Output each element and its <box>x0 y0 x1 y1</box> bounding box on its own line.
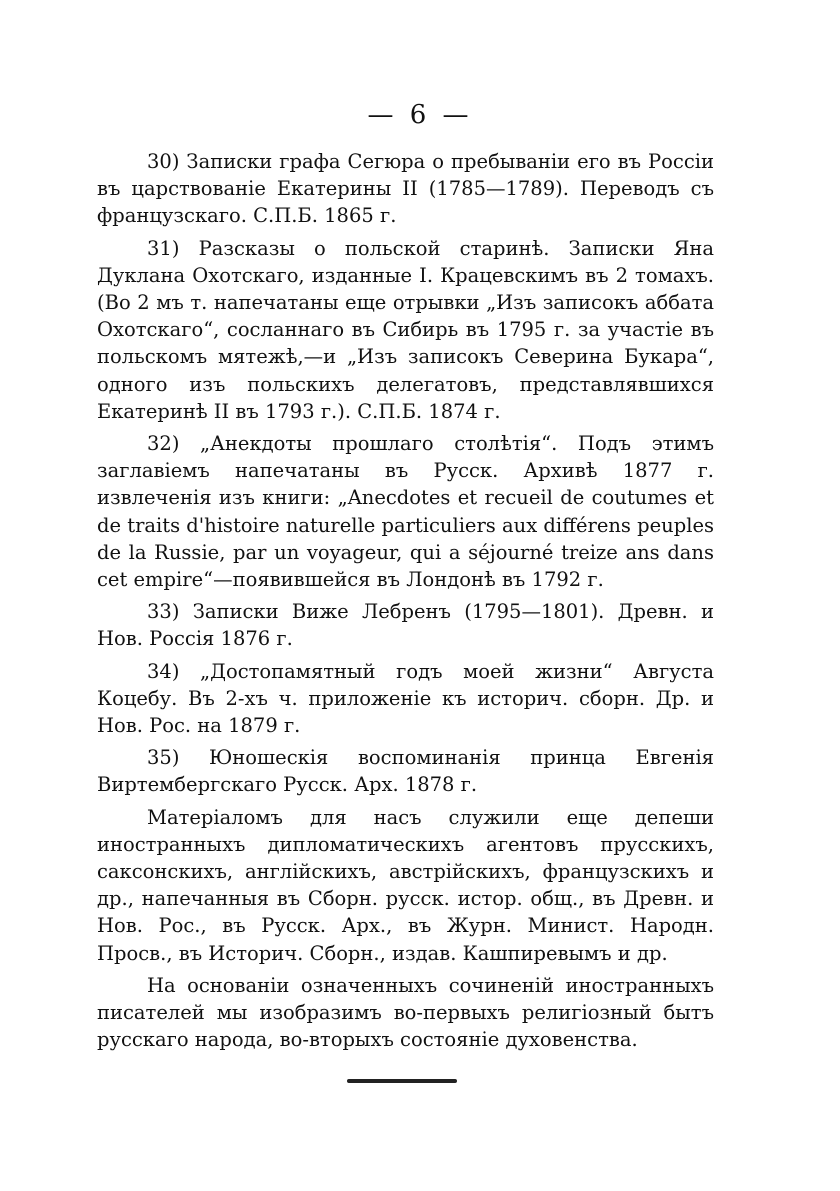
page-body <box>97 148 714 1059</box>
tailpiece-rule <box>347 1079 457 1083</box>
paragraph-31: 31) Разсказы о польской старинѣ. Записки Яна Дуклана Охотскаго, изданные I. Крацевскимъ въ 2 томахъ. (Во 2 мъ т. напечатаны еще отрывки „Изъ записокъ аббата Охотскаго“, сосланнаго въ Сибирь въ 1795 г. за участіе въ польскомъ мятежѣ,—и „Изъ записокъ Северина Букара“, одного изъ польскихъ делегатовъ, представлявшихся Екатеринѣ II въ 1793 г.). С.П.Б. 1874 г. <box>97 236 714 423</box>
paragraph-35: 35) Юношескія воспоминанія принца Евгенія Виртембергскаго Русск. Арх. 1878 г. <box>97 746 714 797</box>
paragraph-34: 34) „Достопамятный годъ моей жизни“ Августа Коцебу. Въ 2-хъ ч. приложеніе къ историч. сборн. Др. и Нов. Рос. на 1879 г. <box>97 659 714 738</box>
paragraph-sources: Матеріаломъ для насъ служили еще депеши иностранныхъ дипломатическихъ агентовъ прусскихъ, саксонскихъ, англійскихъ, австрійскихъ, французскихъ и др., напечанныя въ Сборн. русск. истор. общ., въ Древн. и Нов. Рос., въ Русск. Арх., въ Журн. Минист. Народн. Просв., въ Историч. Сборн., издав. Кашпиревымъ и др. <box>97 805 714 965</box>
page-number: — 6 — <box>367 100 473 130</box>
paragraph-30: 30) Записки графа Сегюра о пребываніи его въ Россіи въ царствованіе Екатерины II (1785—1789). Переводъ съ французскаго. С.П.Б. 1865 г. <box>97 150 714 228</box>
paragraph-plan: На основаніи означенныхъ сочиненій иностранныхъ писателей мы изобразимъ во-первыхъ религіозный бытъ русскаго народа, во-вторыхъ состояніе духовенства. <box>97 973 714 1052</box>
paragraph-32: 32) „Анекдоты прошлаго столѣтія“. Подъ этимъ заглавіемъ напечатаны въ Русск. Архивѣ 1877 г. извлеченія изъ книги: „Anecdotes et recueil de coutumes et de traits d'histoire naturelle particuliers aux différens peuples de la Russie, par un voyageur, qui a séjourné treize ans dans cet empire“—появившейся въ Лондонѣ въ 1792 г. <box>97 432 714 592</box>
paragraph-33: 33) Записки Виже Лебренъ (1795—1801). Древн. и Нов. Россія 1876 г. <box>97 600 714 651</box>
